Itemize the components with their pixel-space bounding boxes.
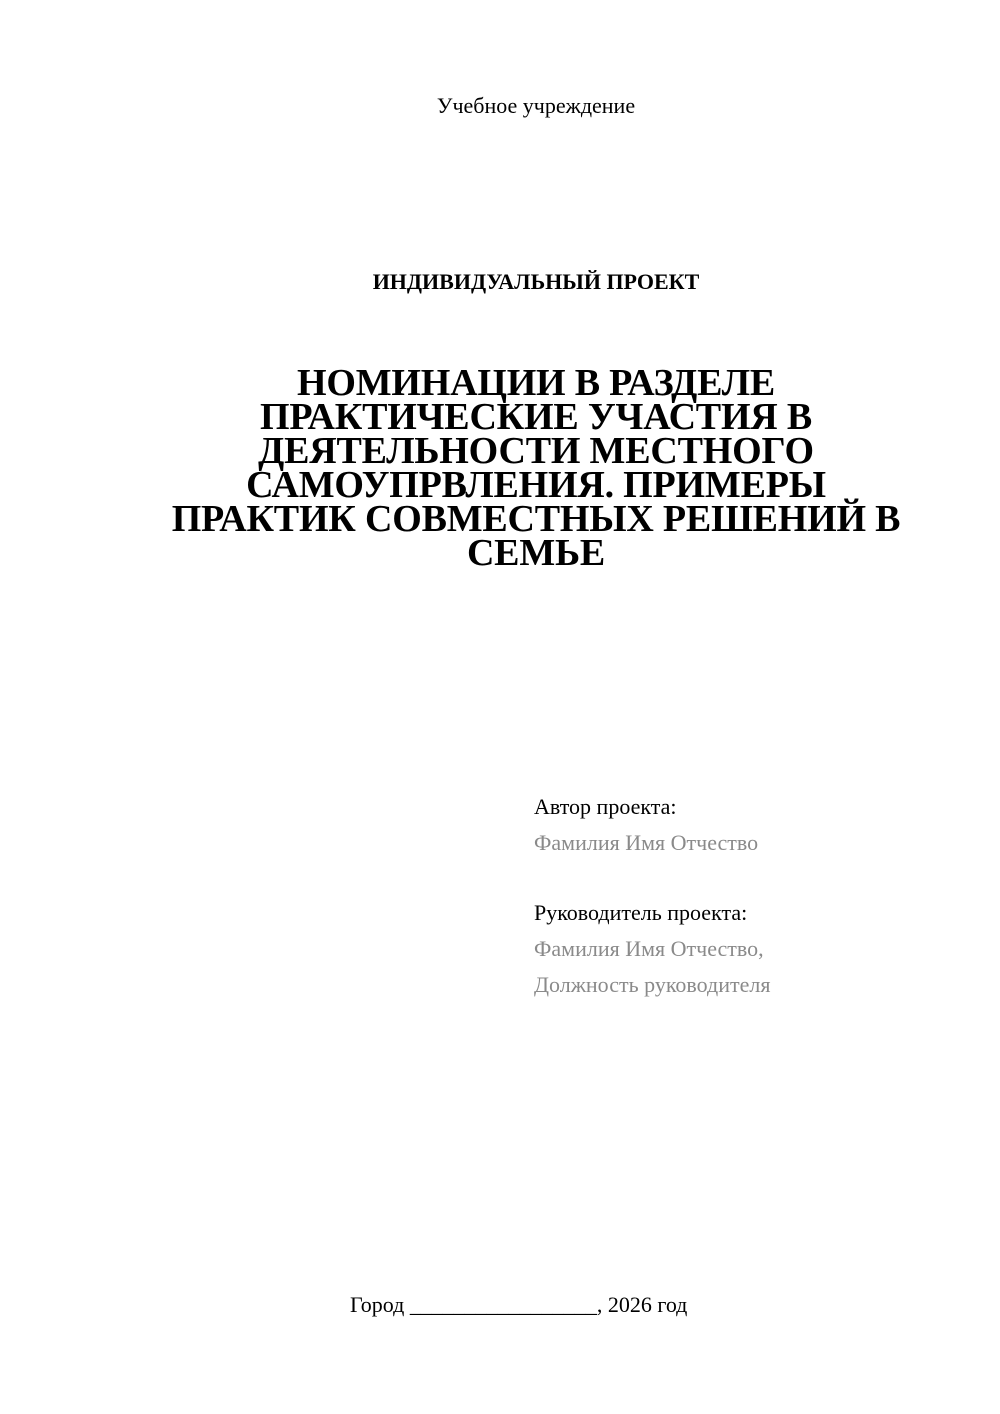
spacer [534, 861, 974, 895]
title-line: СЕМЬЕ [466, 532, 606, 574]
title-line: ПРАКТИК СОВМЕСТНЫХ РЕШЕНИЙ В [171, 498, 901, 540]
title-line: ПРАКТИЧЕСКИЕ УЧАСТИЯ В [260, 396, 812, 438]
supervisor-position-placeholder: Должность руководителя [534, 972, 771, 997]
author-label: Автор проекта: [534, 794, 677, 819]
institution-name: Учебное учреждение [436, 93, 636, 118]
supervisor-label: Руководитель проекта: [534, 900, 748, 925]
title-line: САМОУПРВЛЕНИЯ. ПРИМЕРЫ [246, 464, 826, 506]
project-title [130, 362, 942, 574]
city-year-line: Город _________________, 2026 год [350, 1292, 688, 1317]
author-name-placeholder: Фамилия Имя Отчество [534, 830, 759, 855]
title-line: ДЕЯТЕЛЬНОСТИ МЕСТНОГО [258, 430, 814, 472]
project-type-heading: ИНДИВИДУАЛЬНЫЙ ПРОЕКТ [372, 269, 700, 294]
credits-block [534, 789, 974, 1003]
title-line: НОМИНАЦИИ В РАЗДЕЛЕ [297, 362, 775, 404]
supervisor-name-placeholder: Фамилия Имя Отчество, [534, 936, 764, 961]
